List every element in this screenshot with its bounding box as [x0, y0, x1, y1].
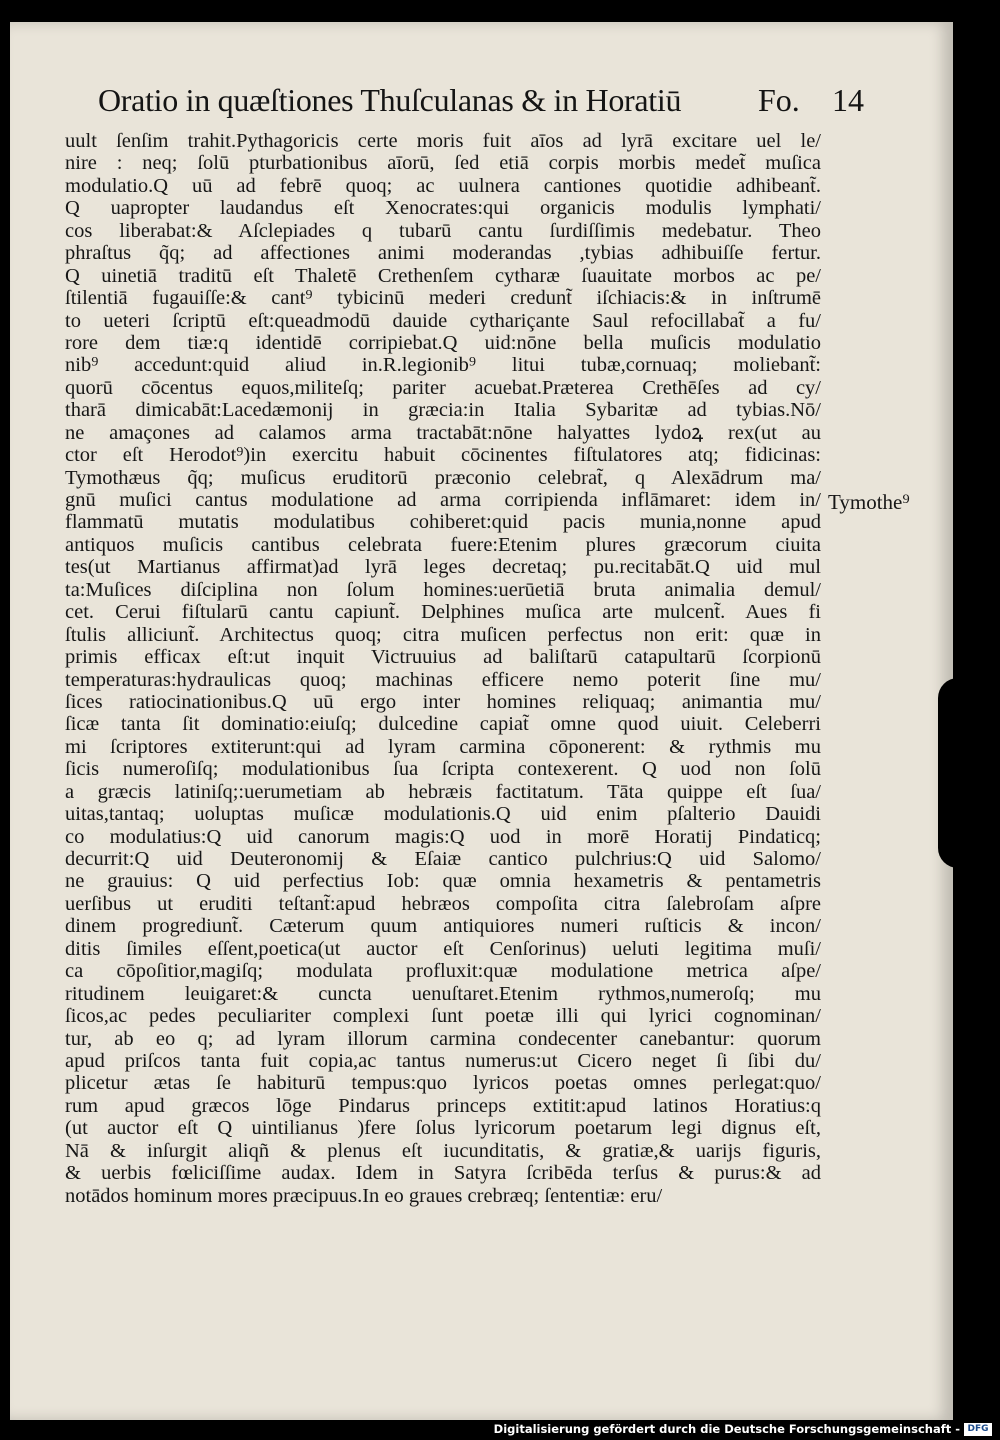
text-line: Q uapropter laudandus eſt Xenocrates:qui organicis modulis lymphati/: [65, 197, 821, 220]
book-page: [10, 22, 953, 1420]
text-line: modulatio.Q uū ad febrē quoq; ac uulnera cantiones quotidie adhibeant̃.: [65, 174, 821, 197]
text-line: ſicis numeroſiſq; modulationibus ſua ſcripta contexerent. Q uod non ſolū: [65, 758, 821, 781]
text-line: tes(ut Martianus affirmat)ad lyrā leges decretaq; pu.recitabāt.Q uid mul: [65, 556, 821, 579]
text-line: tharā dimicabāt:Lacedæmonij in græcia:in Italia Sybaritæ ad tybias.Nō/: [65, 399, 821, 422]
page-edge-notch: [938, 678, 958, 868]
body-text: [65, 130, 821, 1207]
text-line: ditis ſimiles eſſent,poetica(ut auctor eſt Cenſorinus) ueluti legitima muſi/: [65, 937, 821, 960]
text-line: uult ſenſim trahit.Pythagoricis certe moris fuit aīos ad lyrā excitare uel le/: [65, 130, 821, 152]
text-line: ſicæ tanta ſit dominatio:eiuſq; dulcedine capiat̃ omne quod uiuit. Celeberri: [65, 713, 821, 736]
running-title: Oratio in quæſtiones Thuſculanas & in Horatiū: [98, 82, 682, 118]
text-line: cet. Cerui fiſtularū cantu capiunt̃. Delphines muſica arte mulcent̃. Aues fi: [65, 601, 821, 624]
text-line: temperaturas:hydraulicas quoq; machinas efficere nemo poterit ſine mu/: [65, 668, 821, 691]
text-line: phraſtus q̃q; ad affectiones animi moderandas ,tybias adhibuiſſe fertur.: [65, 242, 821, 265]
text-line: to ueteri ſcriptū eſt:queadmodū dauide cythariçante Saul refocillabat̃ a fu/: [65, 309, 821, 332]
text-line: co modulatius:Q uid canorum magis:Q uod in morē Horatij Pindaticq;: [65, 825, 821, 848]
text-line: ritudinem leuigaret:& cuncta uenuſtaret.Etenim rythmos,numeroſq; mu: [65, 982, 821, 1005]
dfg-logo: DFG: [964, 1423, 992, 1436]
marginal-note: Tymothe⁹: [828, 490, 910, 514]
text-line: apud priſcos tanta fuit copia,ac tantus numerus:ut Cicero neget ſi ſibi du/: [65, 1049, 821, 1072]
text-line: Tymothæus q̃q; muſicus eruditorū præconio celebrat̃, q Alexādrum ma/: [65, 466, 821, 489]
text-line: Q uinetiā traditū eſt Thaletē Crethenſem cytharæ ſuauitate morbos ac pe/: [65, 264, 821, 287]
text-line: rum apud græcos lōge Pindarus princeps extitit:apud latinos Horatius:q: [65, 1094, 821, 1117]
text-line: decurrit:Q uid Deuteronomij & Eſaiæ cantico pulchrius:Q uid Salomo/: [65, 848, 821, 870]
text-line: uitas,tantaq; uoluptas muſicæ modulationis.Q uid enim pſalterio Dauidi: [65, 803, 821, 826]
text-line: rore dem tiæ:q identidē corripiebat.Q uid:nōne bella muſicis modulatio: [65, 331, 821, 354]
text-line: ne amaçones ad calamos arma tractabāt:nōne halyattes lydoꝝ rex(ut au: [65, 421, 821, 444]
footer-credit: Digitalisierung gefördert durch die Deutsche Forschungsgemeinschaft -: [493, 1422, 960, 1436]
text-line: antiquos muſicis cantibus celebrata fuere:Etenim plures græcorum ciuita: [65, 533, 821, 556]
text-line: ta:Muſices diſciplina non ſolum homines:uerūetiā bruta animalia demul/: [65, 578, 821, 601]
running-head: [98, 82, 878, 132]
text-line: Nā & inſurgit aliqñ & plenus eſt iucunditatis, & gratiæ,& uarijs figuris,: [65, 1139, 821, 1162]
text-line: flammatū mutatis modulatibus cohiberet:quid pacis munia,nonne apud: [65, 511, 821, 534]
text-line: ca cōpoſitior,magiſq; modulata profluxit:quæ modulatione metrica aſpe/: [65, 960, 821, 983]
text-line: plicetur ætas ſe habiturū tempus:quo lyricos poetas omnes perlegat:quo/: [65, 1072, 821, 1095]
text-line: gnū muſici cantus modulatione ad arma corripienda inflāmaret: idem in/: [65, 489, 821, 511]
text-line: mi ſcriptores extiterunt:qui ad lyram carmina cōponerent: & rythmis mu: [65, 735, 821, 758]
text-line: ſtulis alliciunt̃. Architectus quoq; citra muſicen perfectus non erit: quæ in: [65, 623, 821, 646]
folio-label: Fo.: [758, 82, 800, 118]
text-line: quorū cōcentus equos,militeſq; pariter acuebat.Præterea Crethēſes ad cy/: [65, 376, 821, 399]
text-line: notādos hominum mores præcipuus.In eo graues crebræq; ſententiæ: eru/: [65, 1184, 663, 1207]
text-line: dinem progrediunt̃. Cæterum quum antiquiores numeri ruſticis & incon/: [65, 915, 821, 938]
folio-number: 14: [832, 82, 864, 118]
text-line: primis efficax eſt:ut inquit Victruuius ad baliſtarū catapultarū ſcorpionū: [65, 646, 821, 669]
text-line: tur, ab eo q; ad lyram illorum carmina condecenter canebantur: quorum: [65, 1027, 821, 1050]
text-line: ſicos,ac pedes peculiariter complexi ſunt poetæ illi qui lyrici cognominan/: [65, 1005, 821, 1028]
text-line: uerſibus ut eruditi teſtant̃:apud hebræos compoſita citra ſalebroſam aſpre: [65, 892, 821, 915]
text-line: ne grauius: Q uid perfectius Iob: quæ omnia hexametris & pentametris: [65, 870, 821, 893]
text-line: a græcis latiniſq;:uerumetiam ab hebræis factitatum. Tāta quippe eſt ſua/: [65, 780, 821, 803]
text-line: ſtilentiā fugauiſſe:& cant⁹ tybicinū mederi credunt̃ iſchiacis:& in inſtrumē: [65, 287, 821, 310]
text-line: & uerbis fœliciſſime audax. Idem in Satyra ſcribēda terſus & purus:& ad: [65, 1162, 821, 1185]
text-line: (ut auctor eſt Q uintilianus )fere ſolus lyricorum poetarum legi dignus eſt,: [65, 1117, 821, 1140]
text-line: nire : neq; ſolū pturbationibus aīorū, ſed etiā corpis morbis medet̃ muſica: [65, 152, 821, 175]
text-line: ſices ratiocinationibus.Q uū ergo inter homines reliquaq; animantia mu/: [65, 690, 821, 713]
text-line: cos liberabat:& Aſclepiades q tubarū cantu ſurdiſſimis medebatur. Theo: [65, 219, 821, 242]
text-line: nib⁹ accedunt:quid aliud in.R.legionib⁹ litui tubæ,cornuaq; moliebant̃:: [65, 354, 821, 377]
text-line: ctor eſt Herodot⁹)in exercitu habuit cōcinentes fiſtulatores atq; fidicinas:: [65, 444, 821, 467]
footer-bar: [0, 1420, 1000, 1440]
